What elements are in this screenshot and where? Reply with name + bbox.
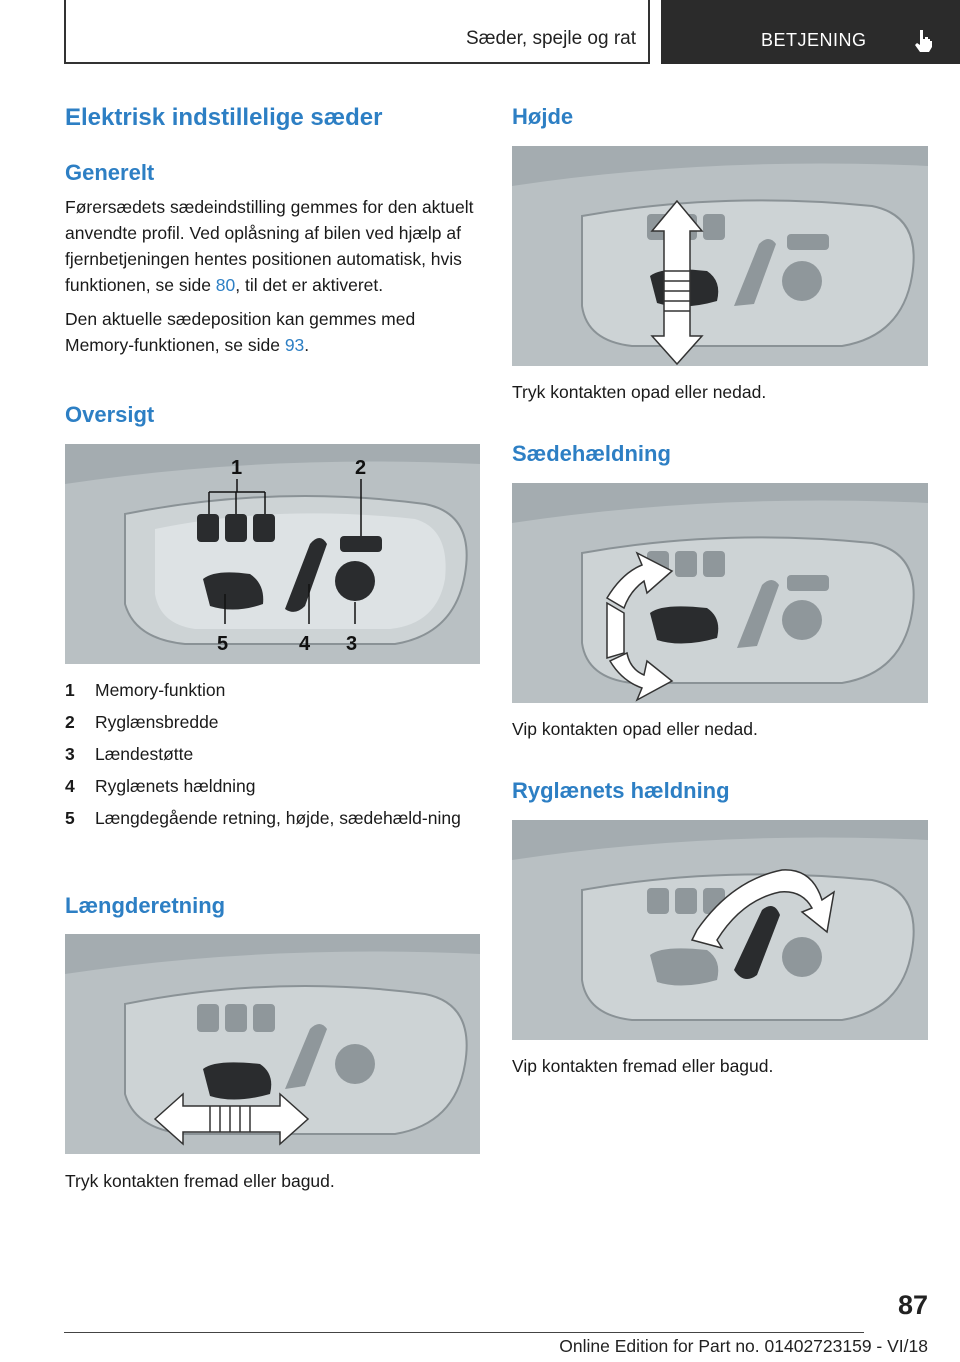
page-title: Elektrisk indstillelige sæder (65, 104, 383, 131)
caption-laengderetning: Tryk kontakten fremad eller bagud. (65, 1171, 335, 1191)
paragraph-generelt-2: Den aktuelle sædeposition kan gemmes med Memory-funktionen, se side 93. (65, 309, 416, 355)
caption-saedehaeldning: Vip kontakten opad eller nedad. (512, 719, 758, 739)
page-link-80[interactable]: 80 (215, 275, 236, 295)
pointing-hand-icon (911, 28, 935, 52)
heading-saedehaeldning: Sædehældning (512, 441, 671, 466)
heading-oversigt: Oversigt (65, 402, 155, 427)
legend-item: 3 Lændestøtte (65, 744, 194, 764)
overview-legend (65, 674, 480, 834)
caption-hojde: Tryk kontakten opad eller nedad. (512, 382, 767, 402)
legend-item: 2 Ryglænsbredde (65, 712, 219, 732)
figure-seat-height (512, 146, 928, 366)
callout-3: 3 (346, 633, 358, 655)
heading-ryglaenets-haeldning: Ryglænets hældning (512, 778, 730, 803)
header-section-box (64, 0, 650, 64)
figure-backrest-tilt (512, 820, 928, 1040)
heading-laengderetning: Længderetning (65, 893, 226, 918)
callout-1: 1 (231, 457, 243, 479)
paragraph-generelt-1: Førersædets sædeindstilling gemmes for den aktuelt anvendte profil. Ved oplåsning af bilen ved hjælp af fjernbetjeningen hentes positionen automatisk, hvis funktionen, se side 80, til det er aktiveret. (65, 197, 474, 295)
caption-ryglaenets-haeldning: Vip kontakten fremad eller bagud. (512, 1056, 774, 1076)
legend-item: 1 Memory-funktion (65, 680, 226, 700)
callout-4: 4 (299, 633, 311, 655)
callout-5: 5 (217, 633, 229, 655)
legend-item: 4 Ryglænets hældning (65, 776, 256, 796)
callout-2: 2 (355, 457, 367, 479)
page-number: 87 (897, 1290, 928, 1320)
header-chapter-title: BETJENING (761, 30, 867, 50)
header-section-title: Sæder, spejle og rat (465, 28, 636, 49)
footer-divider (64, 1332, 864, 1333)
legend-item: 5 Længdegående retning, højde, sædehæld‐ning (65, 808, 461, 828)
heading-generelt: Generelt (65, 160, 155, 185)
header-chapter-box[interactable] (661, 0, 960, 64)
footer-edition: Online Edition for Part no. 01402723159 - VI/18 (559, 1336, 928, 1356)
heading-hojde: Højde (512, 104, 574, 129)
figure-seat-tilt (512, 483, 928, 703)
figure-seat-controls-overview (65, 444, 480, 664)
page-link-93[interactable]: 93 (284, 335, 305, 355)
figure-seat-longitudinal (65, 934, 480, 1154)
